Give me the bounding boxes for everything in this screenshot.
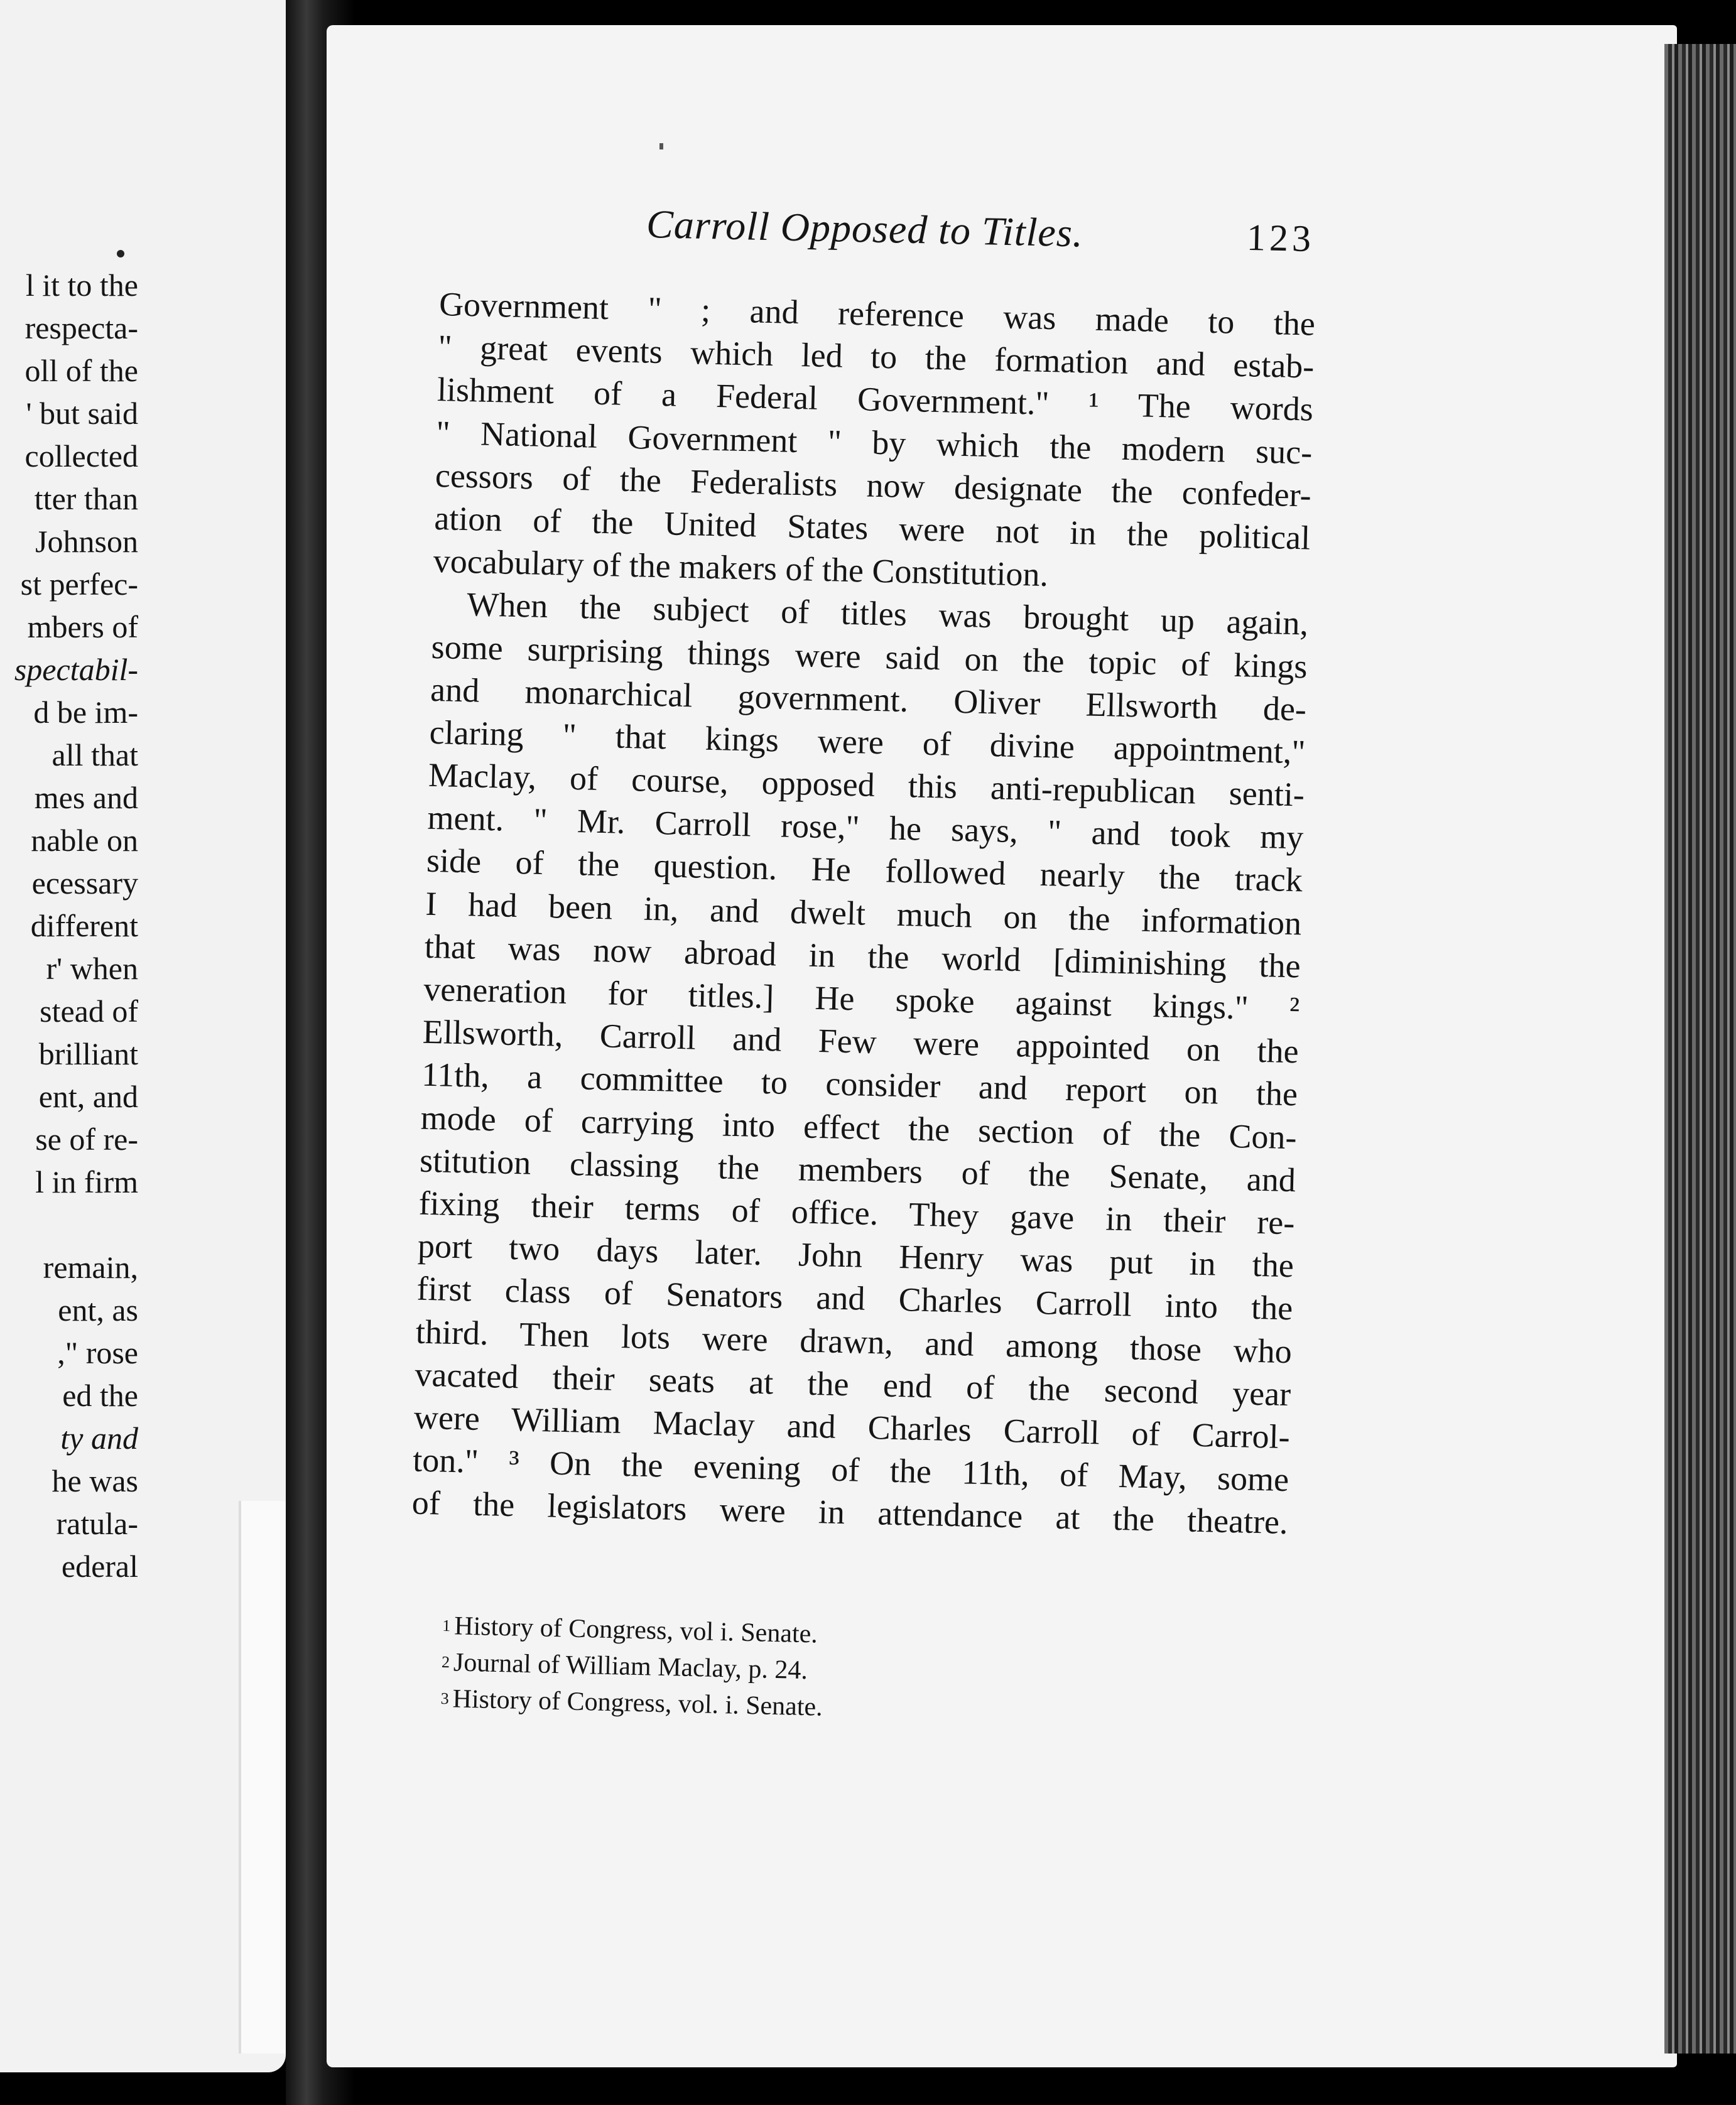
left-page-line-fragment: spectabil- <box>14 652 138 687</box>
book-page-edges <box>1664 44 1736 2054</box>
text-line: " National Government " by which the modern suc- <box>435 413 1313 472</box>
left-page-line-fragment: r' when <box>46 951 138 986</box>
text-line: some surprising things were said on the topic of kings <box>431 627 1308 685</box>
text-line: and monarchical government. Oliver Ellsworth de- <box>430 670 1307 728</box>
text-line: Government " ; and reference was made to the <box>438 284 1316 343</box>
text-line: ton." ³ On the evening of the 11th, of May, some <box>412 1441 1289 1499</box>
text-line: cessors of the Federalists now designate the confeder- <box>435 456 1312 514</box>
text-line: side of the question. He followed nearly the track <box>426 841 1303 899</box>
left-page-line-fragment: mes and <box>34 780 138 815</box>
left-page-line-fragment: d be im- <box>33 695 138 730</box>
text-line: ment. " Mr. Carroll rose," he says, " and took my <box>426 799 1304 857</box>
left-page-line-fragment: ecessary <box>31 865 138 901</box>
left-page-line-fragment: ent, as <box>58 1292 138 1328</box>
text-line: veneration for titles.] He spoke against kings." ² <box>423 970 1300 1028</box>
left-page-line-fragment: brilliant <box>38 1036 138 1071</box>
text-line: vacated their seats at the end of the second year <box>414 1355 1291 1413</box>
footnote-text: Journal of William Maclay, p. 24. <box>453 1648 808 1686</box>
left-page-line-fragment: se of re- <box>35 1122 138 1157</box>
left-page-line-fragment: he was <box>52 1463 138 1498</box>
left-page-line-fragment: ed the <box>62 1378 138 1413</box>
left-page-line-fragment: oll of the <box>24 353 138 388</box>
text-line: of the legislators were in attendance at the theatre. <box>411 1483 1289 1542</box>
facing-left-page <box>0 0 286 2072</box>
text-line: Ellsworth, Carroll and Few were appointed on the <box>422 1012 1299 1071</box>
ink-dot <box>117 250 124 257</box>
page-number: 123 <box>1246 216 1315 260</box>
left-page-line-fragment: collected <box>24 438 138 473</box>
page-edge-fold <box>239 1501 286 2054</box>
footnotes <box>440 1608 1071 1731</box>
left-page-line-fragment: mbers of <box>27 609 138 644</box>
text-line: ation of the United States were not in the political <box>433 499 1311 557</box>
body-text <box>411 283 1316 1544</box>
ink-mark <box>659 143 663 149</box>
text-line: claring " that kings were of divine appointment," <box>429 713 1306 771</box>
left-page-line-fragment: ," rose <box>57 1335 138 1370</box>
left-page-line-fragment: l it to the <box>25 268 138 303</box>
left-page-line-fragment: l in firm <box>35 1164 138 1199</box>
left-page-line-fragment: nable on <box>31 823 138 858</box>
left-page-line-fragment: ent, and <box>38 1079 138 1114</box>
text-line: vocabulary of the makers of the Constitution. <box>433 542 1049 594</box>
text-line: 11th, a committee to consider and report on the <box>421 1056 1298 1113</box>
text-line: were William Maclay and Charles Carroll of Carrol- <box>413 1398 1291 1456</box>
footnote-text: History of Congress, vol. i. Senate. <box>452 1684 823 1722</box>
left-page-line-fragment: ederal <box>61 1549 138 1584</box>
text-line: port two days later. John Henry was put in the <box>417 1226 1294 1285</box>
left-page-line-fragment: respecta- <box>24 310 138 345</box>
left-page-line-fragment: st perfec- <box>20 566 138 602</box>
left-page-line-fragment: ty and <box>60 1420 138 1456</box>
footnote-mark: 3 <box>440 1689 450 1708</box>
footnote-mark: 1 <box>442 1616 451 1635</box>
text-line: third. Then lots were drawn, and among those who <box>415 1312 1293 1370</box>
left-page-line-fragment: Johnson <box>35 524 138 559</box>
left-page-line-fragment: remain, <box>43 1250 138 1285</box>
text-line: I had been in, and dwelt much on the information <box>425 884 1302 943</box>
text-line: fixing their terms of office. They gave in their re- <box>418 1184 1296 1242</box>
footnote-mark: 2 <box>441 1652 450 1672</box>
left-page-line-fragment: ratula- <box>56 1506 138 1541</box>
text-line: lishment of a Federal Government." ¹ The words <box>437 371 1314 428</box>
running-head: Carroll Opposed to Titles. <box>646 201 1084 256</box>
text-line: stitution classing the members of the Senate, and <box>419 1141 1296 1199</box>
left-page-line-fragment: different <box>30 908 138 943</box>
left-page-line-fragment: ' but said <box>26 396 138 431</box>
text-line: that was now abroad in the world [diminishing the <box>424 927 1301 985</box>
left-page-line-fragment: tter than <box>34 481 138 516</box>
left-page-line-fragment: all that <box>52 737 138 772</box>
left-page-line-fragment: stead of <box>40 993 138 1029</box>
text-line: first class of Senators and Charles Carroll into the <box>416 1269 1293 1328</box>
text-line: Maclay, of course, opposed this anti-republican senti- <box>428 755 1305 814</box>
footnote-text: History of Congress, vol i. Senate. <box>453 1611 818 1649</box>
text-line: " great events which led to the formation and estab- <box>438 328 1315 386</box>
text-line: When the subject of titles was brought up again, <box>466 585 1309 642</box>
text-line: mode of carrying into effect the section of the Con- <box>420 1098 1298 1156</box>
